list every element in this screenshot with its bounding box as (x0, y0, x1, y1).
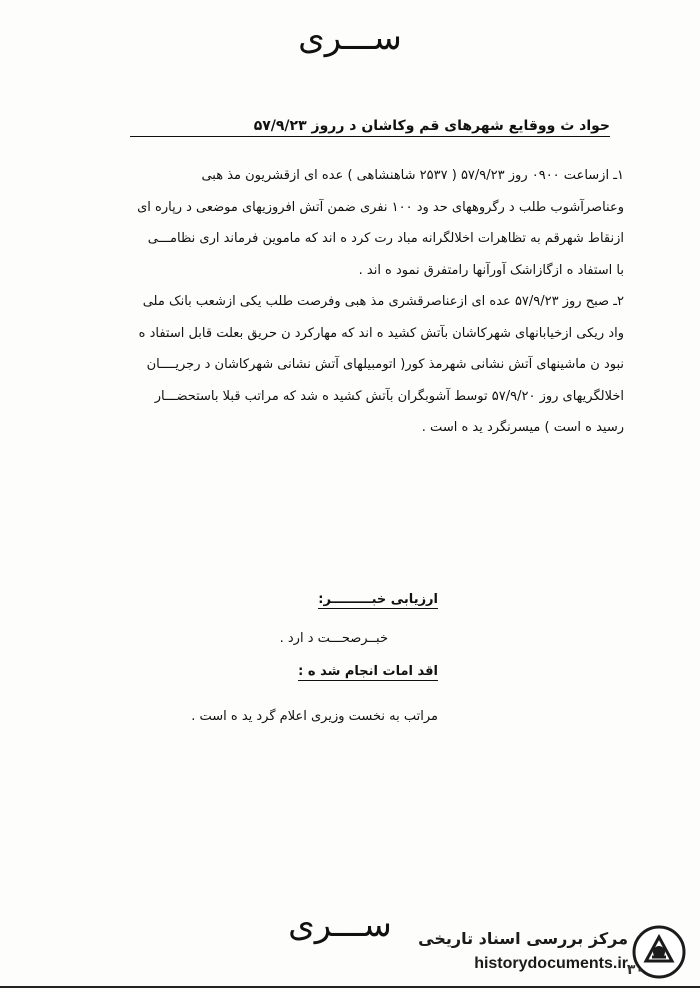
text-line: ۱ـ ازساعت ۰۹۰۰ روز ۵۷/۹/۲۳ ( ۲۵۳۷ شاهنشاهی ) عده ای ازقشریون مذ هبی (201, 168, 624, 183)
text-line: اخلالگریهای روز ۵۷/۹/۲۰ توسط آشوبگران بآتش کشید ه شد که مراتب قبلا باستحضـــار (154, 388, 624, 404)
page-bottom-edge (0, 986, 700, 988)
text-line: نبود ن ماشینهای آتش نشانی شهرمذ کور( اتومبیلهای آتش نشانی شهرکاشان د رجریــــان (146, 357, 624, 372)
page-number: ۳۰ (626, 962, 644, 978)
text-line: با استفاد ه ازگازاشک آورآنها رامتفرق نمود ه اند . (358, 262, 624, 278)
actions-label: اقد امات انجام شد ه : (298, 664, 438, 679)
paragraph-1 (64, 160, 624, 286)
text-line: ۲ـ صبح روز ۵۷/۹/۲۳ عده ای ازعناصرقشری مذ هبی وفرصت طلب یکی ازشعب بانک ملی (142, 294, 624, 309)
watermark-name: مرکز بررسی اسناد تاریخی (418, 929, 628, 948)
text-line: وعناصرآشوب طلب د رگروههای حد ود ۱۰۰ نفری ضمن آتش افروزیهای موضعی د رپاره ای (137, 199, 624, 215)
watermark-url: historydocuments.ir (474, 955, 628, 972)
paragraph-2 (64, 286, 624, 444)
evaluation-label: ارزیابی خبـــــــــر: (318, 592, 438, 607)
document-body (64, 160, 624, 444)
evaluation-heading (318, 592, 438, 607)
document-title: حواد ث ووقایع شهرهای قم وکاشان د رروز ۵۷/۹/۲۳ (130, 118, 610, 137)
actions-value: مراتب به نخست وزیری اعلام گرد ید ه است . (191, 709, 438, 724)
text-line: ازنقاط شهرقم به تظاهرات اخلالگرانه مباد رت کرد ه اند که ماموین فرماند اری نظامـــی (147, 231, 624, 246)
classification-marking-bottom: ســـری (288, 905, 392, 945)
classification-marking-top: ســـری (298, 18, 402, 58)
actions-heading (298, 664, 438, 679)
evaluation-value: خبــرصحـــت د ارد . (279, 631, 388, 646)
text-line: رسید ه است ) میسرنگرد ید ه است . (421, 420, 624, 435)
watermark-logo (416, 925, 686, 985)
text-line: واد ریکی ازخیابانهای شهرکاشان بآتش کشید ه اند که مهارکرد ن حریق بعلت قابل استفاد ه (138, 325, 624, 341)
